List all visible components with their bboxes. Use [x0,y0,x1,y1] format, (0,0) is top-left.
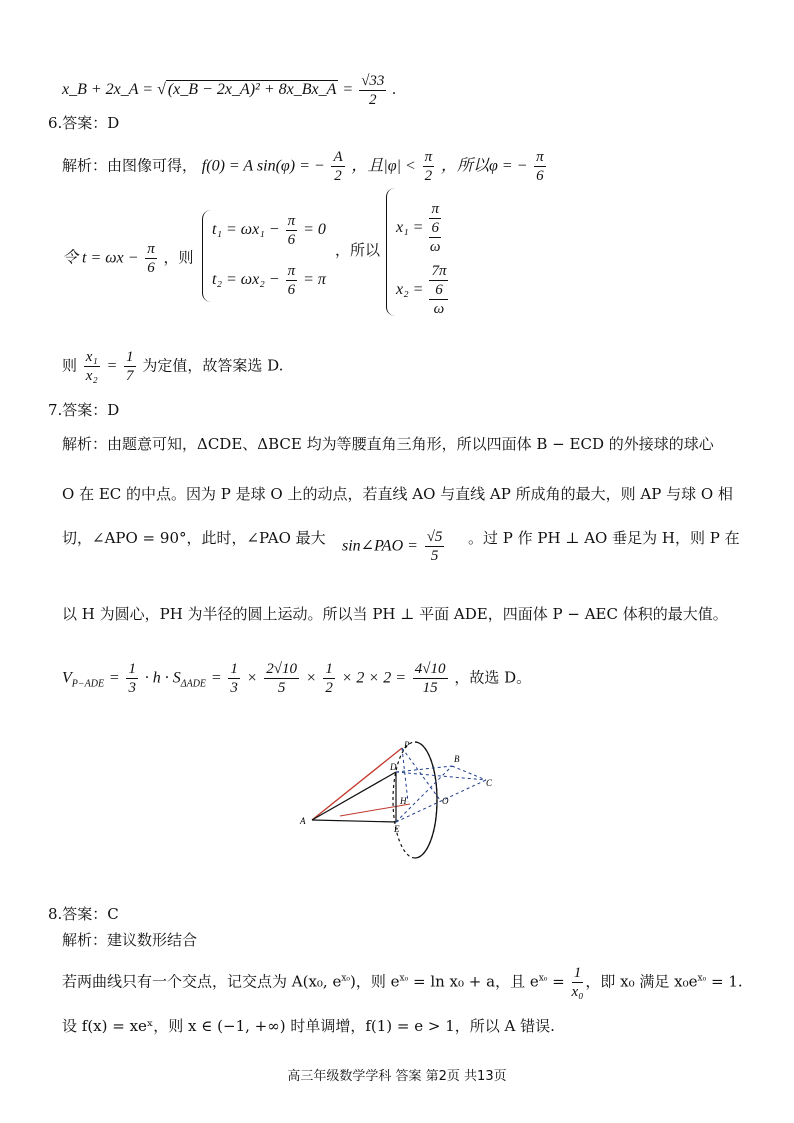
num: 7π [431,263,447,279]
num: A [333,149,343,165]
x2-inner-frac [429,262,448,300]
q8-l2-mid2: = ln x₀ + a，且 e [408,972,539,991]
q7-geometry-figure [290,738,500,868]
den: 2 [334,168,342,184]
den: 15 [422,680,438,696]
conclude-frac [84,348,100,385]
left-brace [386,188,395,316]
q6-ling-text: 令 t = ωx − [62,249,139,267]
q6-ling [62,240,194,277]
q8-frac [572,964,584,1001]
label-B: B [454,754,460,764]
q6-ling-frac [145,240,157,277]
num: 2√10 [266,661,297,677]
den: 2 [325,680,333,696]
den: x₂ [85,368,98,384]
vol-times1: × [246,669,258,687]
x1-inner-frac [429,200,441,238]
conclude-pre: 则 [62,356,78,375]
line-AP [312,748,402,820]
vol-end: ，故选 D。 [454,668,532,687]
q8-l2-pre: 若两曲线只有一个交点，记交点为 A(x₀, e [62,972,342,991]
vol-sub: P−ADE [71,678,105,690]
t2-end: = π [303,271,326,289]
q6-ze: ，则 [163,248,194,267]
label-P: P [404,740,410,750]
q8-l2-post: ，即 x₀ 满足 x₀e [585,972,698,991]
num: π [147,241,155,257]
left-brace [202,210,211,302]
den: 5 [277,680,286,696]
label-E: E [394,824,400,834]
q6-f0-frac [331,148,344,185]
vol-times2: × [305,669,317,687]
t1-end: = 0 [303,221,326,239]
q6-f0: f(0) = A sin(φ) = − [201,157,325,175]
q8-line1: 解析：建议数形结合 [62,931,198,949]
num: π [431,201,439,217]
label-O: O [442,796,449,806]
den: 6 [431,220,439,236]
num: π [424,149,433,165]
q6-cond2: ，所以φ = − [440,157,528,175]
den: 6 [287,282,296,298]
den: 2 [424,168,433,184]
vol-eq2: = [210,669,222,687]
q6-x2 [396,262,450,318]
q7-line3a: 切，∠APO = 90°，此时，∠PAO 最大 [62,529,326,547]
q6-t2 [212,262,326,299]
label-C: C [486,778,493,788]
den: 3 [128,680,136,696]
vol-mid1: · h · S [144,669,181,687]
t2-frac [286,262,298,299]
num: π [536,149,544,165]
vol-f3 [264,660,299,697]
line-AD [312,772,396,820]
edge-EB [396,766,452,822]
conclude-eq: = [106,357,118,375]
den: 3 [230,680,238,696]
x1-frac [429,200,441,256]
q6-prefix: 解析：由图像可得， [62,156,198,175]
q8-l2-sup3: x₀ [538,973,548,984]
den: 6 [147,260,155,276]
x2-omega: ω [433,301,445,317]
vol-f4 [323,660,335,697]
num: π [287,213,296,229]
edge-EC [396,780,486,822]
q7-line2: O 在 EC 的中点。因为 P 是球 O 上的动点，若直线 AO 与直线 AP 所成角的最大，则 AP 与球 O 相 [62,485,733,503]
t2-text: t₂ = ωx₂ − [212,271,280,289]
formula-fraction [359,72,386,109]
q8-l2-sup2: x₀ [399,973,409,984]
q8-l2-end: = 1. [706,972,743,991]
q6-x1 [396,200,443,256]
num: 1 [230,661,238,677]
den: 6 [287,232,296,248]
page-footer: 高三年级数学学科 答案 第2页 共13页 [287,1069,507,1084]
t1-frac [286,212,298,249]
q7-line4: 以 H 为圆心，PH 为半径的圆上运动。所以当 PH ⊥ 平面 ADE，四面体 P − AEC 体积的最大值。 [62,605,728,623]
vol-lhs: V [62,669,72,687]
q7-line3b: 。过 P 作 PH ⊥ AO 垂足为 H，则 P 在 [468,529,740,547]
conclude-post: 为定值，故答案选 D. [142,356,284,375]
num: √5 [426,529,443,545]
num: 1 [126,349,134,365]
vol-eq1: = [108,669,120,687]
num: x₁ [85,349,98,365]
q8-line3: 设 f(x) = xeˣ，则 x ∈ (−1, +∞) 时单调增，f(1) = e > 1，所以 A 错误. [62,1017,555,1035]
edge-DC [396,772,486,780]
den: 5 [430,548,439,564]
x1-omega: ω [429,239,441,255]
formula-end: . [392,81,397,99]
q8-line2 [62,964,743,1001]
q6-conclusion [62,348,283,385]
label-D: D [390,762,397,772]
den: 7 [126,368,134,384]
q7-header: 7.答案：D [48,401,120,419]
q8-l2-eq: = [547,972,565,991]
conclude-frac2 [124,348,136,385]
fraction-num: √33 [361,73,385,89]
den: x₀ [571,984,584,1000]
vol-f2 [228,660,240,697]
formula-radicand: (x_B − 2x_A)² + 8x_Bx_A [167,81,337,99]
top-formula: x_B + 2x_A = √ (x_B − 2x_A)² + 8x_Bx_A = $\frac{√33}{2}$ . [62,73,397,108]
label-A: A [300,816,306,826]
label-H: H [400,796,407,806]
x1-lhs: x₁ = [396,219,424,236]
q8-l2-sup: x₀ [341,973,351,984]
sin-lhs: sin∠PAO = [342,537,418,555]
q6-t1 [212,212,326,249]
q7-sin [342,528,446,565]
formula-eq: = [342,81,354,99]
edge-PH [402,748,408,802]
q6-header: 6.答案：D [48,114,120,132]
den: 6 [435,282,443,298]
q8-l2-sup4: x₀ [697,973,707,984]
num: π [287,263,296,279]
vol-sub2: ΔADE [180,678,207,690]
q7-volume [62,660,531,697]
vol-f1 [126,660,138,697]
num: 1 [128,661,136,677]
num: 1 [325,661,333,677]
q6-cond2-frac [534,148,546,185]
vol-times3: × 2 × 2 = [341,669,407,687]
den: 6 [536,168,544,184]
q6-cond1-frac [423,148,435,185]
x2-lhs: x₂ = [396,281,424,298]
vol-f5 [413,660,448,697]
q8-header: 8.答案：C [48,905,119,923]
t1-text: t₁ = ωx₁ − [212,221,280,239]
q6-analysis-line [62,148,548,185]
x2-frac [429,262,448,318]
fraction-den: 2 [369,92,377,108]
q6-suoyi: ，所以 [335,241,381,259]
sin-frac [425,528,445,565]
formula-lhs: x_B + 2x_A = [62,81,154,99]
line-AE [312,820,396,822]
q8-l2-mid: )，则 e [350,972,400,991]
q7-line1: 解析：由题意可知，ΔCDE、ΔBCE 均为等腰直角三角形，所以四面体 B − ECD 的外接球的球心 [62,435,714,453]
q6-cond1: ，且|φ| < [351,157,416,175]
num: 1 [572,964,584,983]
num: 4√10 [414,661,446,677]
